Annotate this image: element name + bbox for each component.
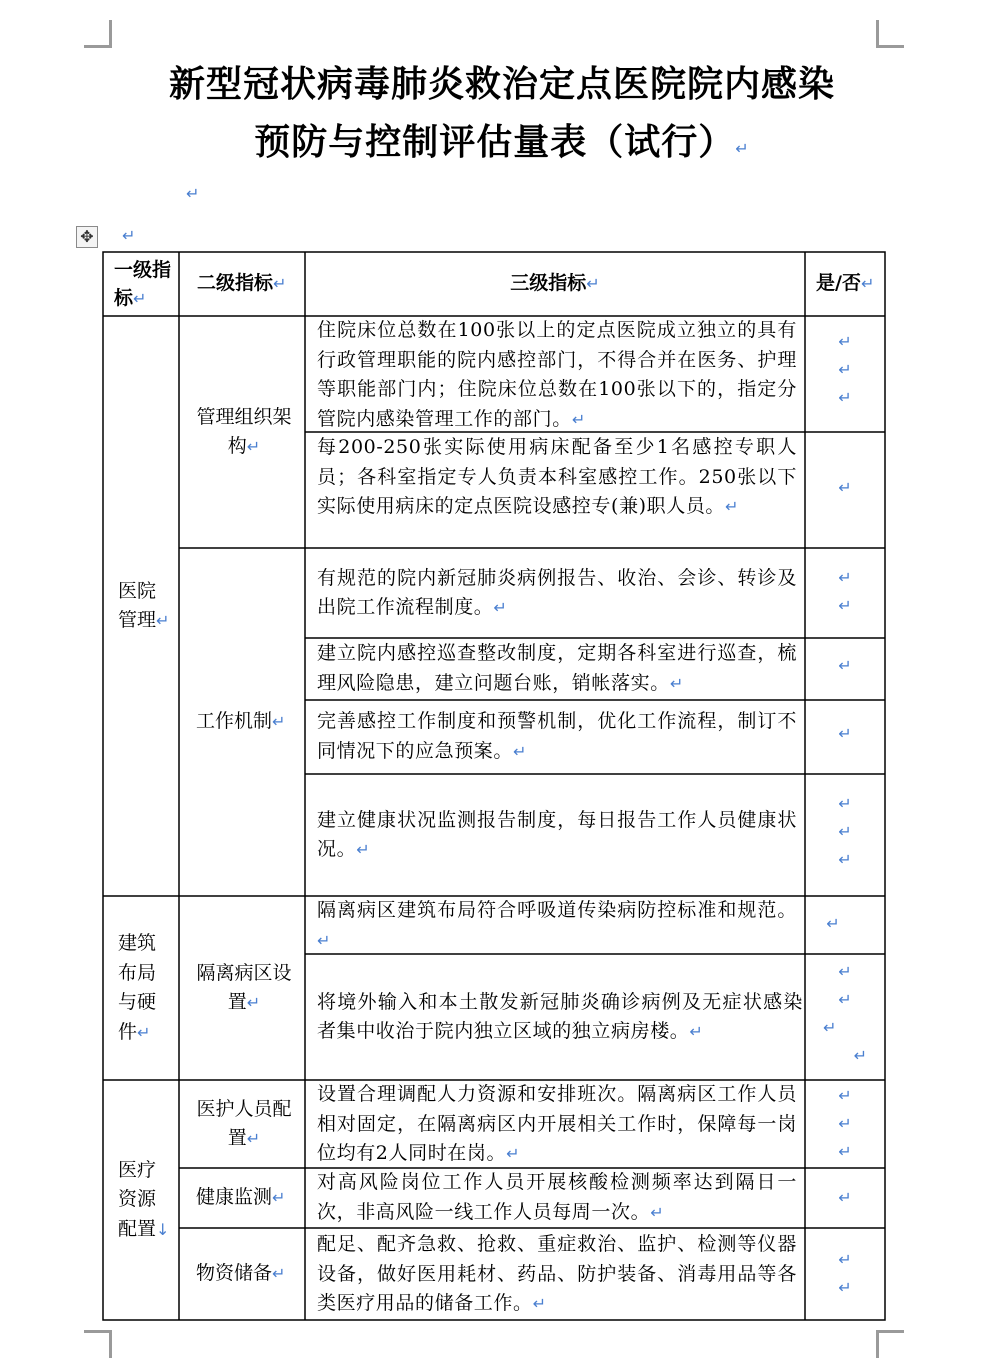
yes-no-cell[interactable]	[805, 790, 885, 874]
paragraph-mark: ↵	[317, 930, 332, 950]
paragraph-mark: ↵	[513, 741, 528, 761]
paragraph-mark: ↵	[532, 1294, 547, 1313]
paragraph-mark: ↵	[838, 1188, 852, 1207]
title-line-1: 新型冠状病毒肺炎救治定点医院院内感染	[168, 64, 835, 105]
level2-cell: 管理组织架构↵	[196, 405, 292, 457]
paragraph-mark: ↵	[838, 990, 852, 1009]
document-title	[0, 56, 1004, 178]
paragraph-mark: ↵	[838, 388, 852, 407]
paragraph-mark: ↵	[860, 274, 875, 294]
yes-no-cell[interactable]	[805, 958, 885, 1070]
level3-cell: 有规范的院内新冠肺炎病例报告、收治、会诊、转诊及出院工作流程制度。↵	[317, 566, 797, 618]
level3-cell: 建立院内感控巡查整改制度，定期各科室进行巡查，梳理风险隐患，建立问题台账，销帐落实。↵	[317, 642, 797, 694]
level2-cell: 工作机制↵	[196, 710, 286, 733]
paragraph-mark: ↵	[122, 226, 136, 245]
paragraph-mark: ↵	[838, 724, 852, 743]
level3-cell: 配足、配齐急救、抢救、重症救治、监护、检测等仪器设备，做好医用耗材、药品、防护装备、消毒用品等各类医疗用品的储备工作。↵	[317, 1233, 797, 1314]
paragraph-mark: ↵	[838, 596, 852, 615]
level2-cell: 隔离病区设置↵	[196, 961, 292, 1013]
level2-cell: 物资储备↵	[196, 1262, 286, 1285]
paragraph-mark: ↵	[823, 1018, 837, 1037]
paragraph-mark: ↵	[133, 288, 147, 308]
title-line-2: 预防与控制评估量表（试行）↵	[254, 122, 750, 163]
level3-cell: 建立健康状况监测报告制度，每日报告工作人员健康状况。↵	[317, 808, 797, 860]
level2-cell: 健康监测↵	[196, 1186, 286, 1209]
paragraph-mark: ↵	[838, 1114, 852, 1133]
paragraph-mark: ↵	[156, 611, 170, 630]
paragraph-mark: ↵	[826, 914, 840, 933]
paragraph-mark: ↵	[246, 1129, 261, 1148]
paragraph-mark: ↵	[838, 568, 852, 587]
yes-no-cell[interactable]	[805, 1184, 885, 1212]
level1-cell: 建筑布局与硬件↵	[118, 932, 157, 1043]
paragraph-mark: ↵	[838, 478, 852, 497]
level3-cell: 对高风险岗位工作人员开展核酸检测频率达到隔日一次，非高风险一线工作人员每周一次。↵	[317, 1171, 797, 1223]
paragraph-mark: ↵	[586, 274, 600, 294]
level3-cell: 隔离病区建筑布局符合呼吸道传染病防控标准和规范。↵	[317, 899, 797, 950]
paragraph-mark: ↵	[838, 822, 852, 841]
yes-no-cell[interactable]	[805, 328, 885, 412]
paragraph-mark: ↵	[493, 598, 508, 617]
level3-cell: 完善感控工作制度和预警机制，优化工作流程，制订不同情况下的应急预案。↵	[317, 710, 797, 762]
level3-cell: 每200-250张实际使用病床配备至少1名感控专职人员；各科室指定专人负责本科室感控工作。250张以下实际使用病床的定点医院设感控专(兼)职人员。↵	[317, 436, 797, 517]
table-move-handle-icon[interactable]: ✥	[76, 226, 98, 248]
paragraph-mark: ↵	[725, 497, 740, 516]
paragraph-mark: ↓	[156, 1219, 170, 1239]
paragraph-mark: ↵	[853, 1046, 867, 1065]
level3-cell: 住院床位总数在100张以上的定点医院成立独立的具有行政管理职能的院内感控部门，不得合并在医务、护理等职能部门内；住院床位总数在100张以下的，指定分管院内感染管理工作的部门。↵	[317, 319, 797, 430]
yes-no-cell[interactable]	[805, 720, 885, 748]
paragraph-mark: ↵	[838, 1086, 852, 1105]
yes-no-cell[interactable]	[805, 564, 885, 620]
paragraph-mark: ↵	[838, 360, 852, 379]
paragraph-mark: ↵	[272, 1264, 286, 1284]
paragraph-mark: ↵	[356, 840, 371, 859]
level3-cell: 将境外输入和本土散发新冠肺炎确诊病例及无症状感染者集中收治于院内独立区域的独立病房楼。↵	[317, 990, 803, 1042]
level2-cell: 医护人员配置↵	[196, 1097, 292, 1149]
paragraph-mark: ↵	[669, 673, 684, 693]
paragraph-mark: ↵	[838, 332, 852, 351]
yes-no-cell[interactable]	[805, 652, 885, 680]
header-level2: 二级指标↵	[197, 272, 287, 295]
paragraph-mark: ↵	[272, 1188, 286, 1208]
paragraph-mark: ↵	[571, 409, 586, 429]
level1-cell: 医疗资源配置↓	[118, 1158, 170, 1240]
header-level3: 三级指标↵	[510, 272, 600, 295]
paragraph-mark: ↵	[272, 712, 286, 732]
yes-no-cell[interactable]	[805, 1082, 885, 1166]
paragraph-mark: ↵	[273, 274, 287, 294]
paragraph-mark: ↵	[838, 1278, 852, 1297]
paragraph-mark: ↵	[838, 656, 852, 675]
paragraph-mark: ↵	[838, 794, 852, 813]
paragraph-mark: ↵	[137, 1022, 151, 1042]
level3-cell: 设置合理调配人力资源和安排班次。隔离病区工作人员相对固定，在隔离病区内开展相关工作时，保障每一岗位均有2人同时在岗。↵	[317, 1083, 797, 1164]
yes-no-cell[interactable]	[805, 910, 861, 938]
paragraph-mark: ↵	[506, 1144, 521, 1163]
level1-cell: 医院管理↵	[118, 579, 170, 631]
header-yes-no: 是/否↵	[816, 272, 875, 295]
paragraph-mark: ↵	[838, 1250, 852, 1269]
yes-no-cell[interactable]	[805, 474, 885, 502]
paragraph-mark: ↵	[735, 139, 750, 158]
paragraph-mark: ↵	[838, 962, 852, 981]
paragraph-mark: ↵	[650, 1202, 665, 1222]
paragraph-mark: ↵	[689, 1022, 704, 1041]
paragraph-mark: ↵	[186, 184, 200, 203]
paragraph-mark: ↵	[838, 850, 852, 869]
paragraph-mark: ↵	[838, 1142, 852, 1161]
header-level1: 一级指标↵	[114, 258, 172, 309]
paragraph-mark: ↵	[246, 437, 261, 456]
yes-no-cell[interactable]	[805, 1246, 885, 1302]
paragraph-mark: ↵	[246, 993, 261, 1012]
